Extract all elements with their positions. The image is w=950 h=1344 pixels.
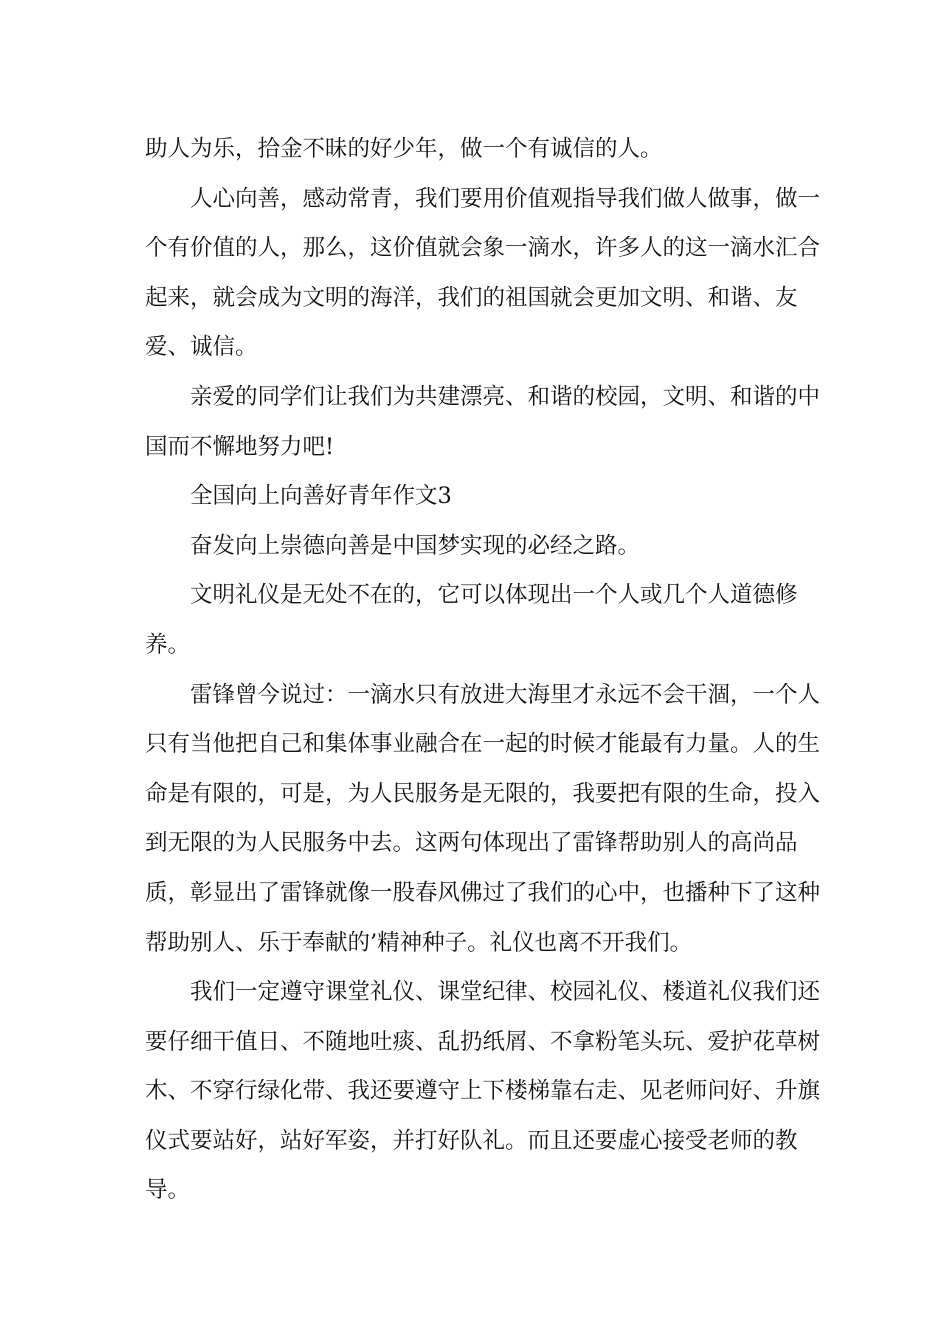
paragraph-2: 人心向善，感动常青，我们要用价值观指导我们做人做事，做一个有价值的人，那么，这价值就会象一滴水，许多人的这一滴水汇合起来，就会成为文明的海洋，我们的祖国就会更加文明、和谐、友爱、诚信。 [145,185,821,361]
paragraph-1: 助人为乐，拾金不昧的好少年，做一个有诚信的人。 [145,136,663,162]
paragraph-7: 雷锋曾今说过：一滴水只有放进大海里才永远不会干涸，一个人只有当他把自己和集体事业融合在一起的时候才能最有力量。人的生命是有限的，可是，为人民服务是无限的，我要把有限的生命，投入到无限的为人民服务中去。这两句体现出了雷锋帮助别人的高尚品质，彰显出了雷锋就像一股春风佛过了我们的心中，也播种下了这种帮助别人、乐于奉献的’精神种子。礼仪也离不开我们。 [145,681,821,956]
document-body [145,125,830,1216]
paragraph-5: 奋发向上崇德向善是中国梦实现的必经之路。 [190,532,641,559]
paragraph-6: 文明礼仪是无处不在的，它可以体现出一个人或几个人道德修养。 [145,582,798,658]
section-heading: 全国向上向善好青年作文3 [190,483,452,510]
paragraph-3: 亲爱的同学们让我们为共建漂亮、和谐的校园，文明、和谐的中国而不懈地努力吧! [145,383,821,460]
paragraph-8: 我们一定遵守课堂礼仪、课堂纪律、校园礼仪、楼道礼仪我们还要仔细干值日、不随地吐痰、乱扔纸屑、不拿粉笔头玩、爱护花草树木、不穿行绿化带、我还要遵守上下楼梯靠右走、见老师问好、升旗仪式要站好，站好军姿，并打好队礼。而且还要虚心接受老师的教导。 [145,979,821,1204]
